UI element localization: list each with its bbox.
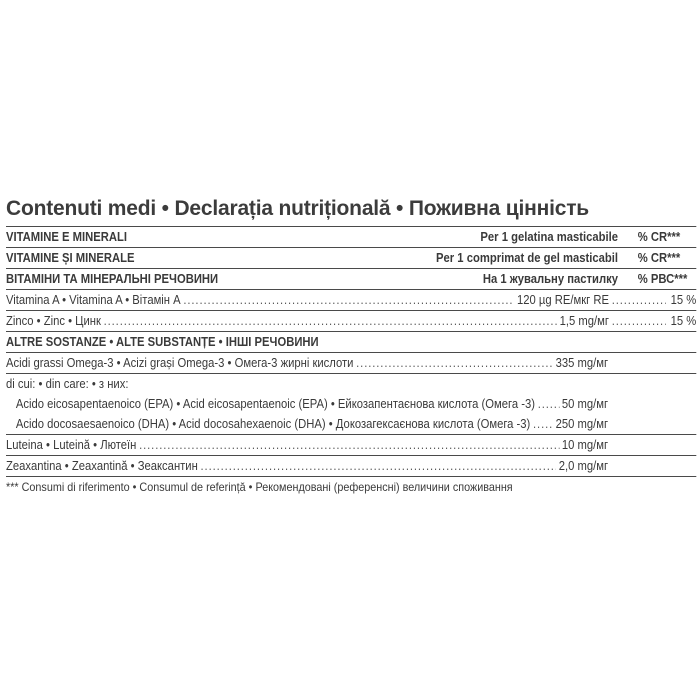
- header-label: ВІТАМІНИ ТА МІНЕРАЛЬНІ РЕЧОВИНИ: [6, 272, 219, 286]
- row-value: 250 mg/мг: [555, 417, 609, 431]
- other-row-of-which: [6, 373, 696, 394]
- leader-dots: [104, 311, 557, 331]
- leader-dots: [356, 353, 553, 373]
- leader-dots: [538, 394, 559, 414]
- leader-dots: [183, 290, 514, 310]
- header-pct: % CR***: [637, 230, 681, 244]
- header-pct: % РВС***: [637, 272, 688, 286]
- row-value: 1,5 mg/мг: [559, 314, 609, 328]
- row-label: Acidi grassi Omega-3 • Acizi grași Omega-3 • Омега-3 жирні кислоти: [6, 356, 354, 370]
- header-row-it: [6, 226, 696, 247]
- row-label: Acido eicosapentaenoico (EPA) • Acid eicosapentaenoic (EPA) • Ейкозапентаєнова кислота (Омега -3): [15, 397, 536, 411]
- row-pct: 15 %: [670, 293, 697, 307]
- row-value: 335 mg/мг: [555, 356, 609, 370]
- row-label: Zinco • Zinc • Цинк: [6, 314, 101, 328]
- other-row-dha: [6, 414, 696, 434]
- leader-dots: [612, 290, 666, 310]
- row-value: 50 mg/мг: [561, 397, 609, 411]
- other-row-omega3: [6, 352, 696, 373]
- other-row-zeaxanthin: [6, 455, 696, 476]
- nutrition-panel: [6, 195, 696, 497]
- other-row-lutein: [6, 434, 696, 455]
- row-value: 2,0 mg/мг: [558, 459, 609, 473]
- header-label: VITAMINE E MINERALI: [6, 230, 128, 244]
- leader-dots: [139, 435, 559, 455]
- vitamin-row-zinc: [6, 310, 696, 331]
- header-per: Per 1 comprimat de gel masticabil: [436, 251, 618, 265]
- leader-dots: [612, 311, 666, 331]
- row-pct: 15 %: [670, 314, 697, 328]
- header-pct: % CR***: [637, 251, 681, 265]
- row-label: di cui: • din care: • з них:: [6, 377, 129, 391]
- section-heading: ALTRE SOSTANZE • ALTE SUBSTANȚE • ІНШІ РЕЧОВИНИ: [6, 331, 696, 352]
- header-label: VITAMINE ȘI MINERALE: [6, 251, 135, 265]
- row-label: Acido docosaesaenoico (DHA) • Acid docosahexaenoic (DHA) • Докозагексаєнова кислота (Омега -3): [15, 417, 531, 431]
- panel-title: Contenuti medi • Declarația nutrițională • Поживна цінність: [6, 197, 589, 220]
- leader-dots: [533, 414, 553, 434]
- header-row-ua: [6, 268, 696, 289]
- leader-dots: [201, 456, 557, 476]
- header-per: Per 1 gelatina masticabile: [480, 230, 618, 244]
- row-label: Luteina • Luteină • Лютеїн: [6, 438, 137, 452]
- row-value: 10 mg/мг: [561, 438, 609, 452]
- row-value: 120 µg RE/мкг RE: [516, 293, 609, 307]
- header-per: На 1 жувальну пастилку: [482, 272, 618, 286]
- footnote: *** Consumi di riferimento • Consumul de referință • Рекомендовані (референсні) величини споживання: [6, 476, 696, 497]
- other-row-epa: [6, 394, 696, 414]
- row-label: Zeaxantina • Zeaxantină • Зеаксантин: [6, 459, 198, 473]
- row-label: Vitamina A • Vitamina A • Вітамін А: [6, 293, 181, 307]
- header-row-ro: [6, 247, 696, 268]
- vitamin-row-a: [6, 289, 696, 310]
